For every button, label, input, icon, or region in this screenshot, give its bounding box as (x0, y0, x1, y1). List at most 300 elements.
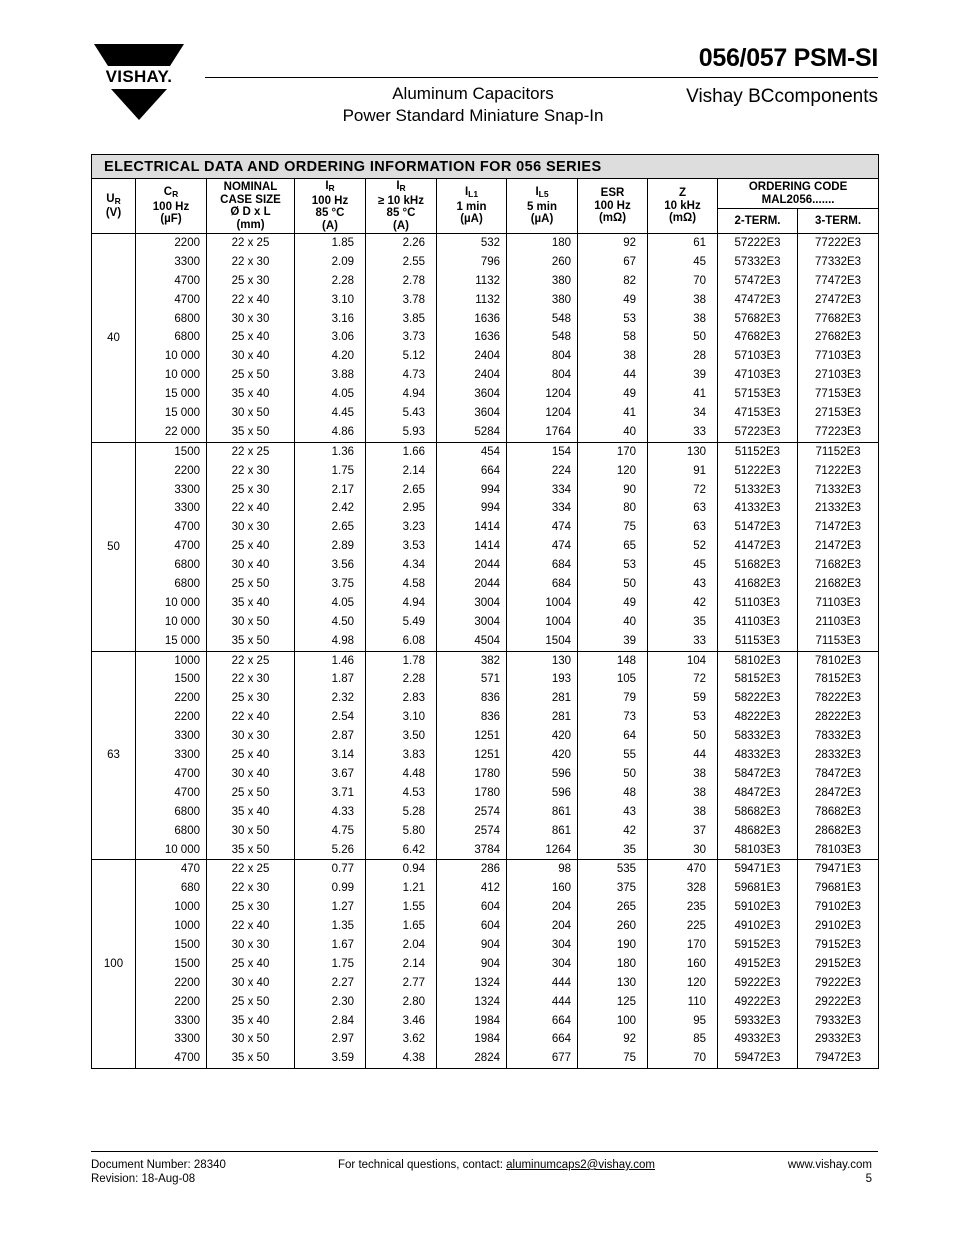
code-3-term-value: 29222E3 (815, 995, 862, 1008)
esr-value: 42 (623, 824, 636, 837)
code-3-term-value: 27153E3 (815, 407, 862, 420)
leakage-1min-value: 1414 (474, 540, 500, 553)
code-2-term-value: 49332E3 (734, 1033, 781, 1046)
code-2-term-value: 58682E3 (734, 805, 781, 818)
code-2-term-value: 57153E3 (734, 388, 781, 401)
esr-value: 75 (623, 1052, 636, 1065)
case-size-value: 30 x 30 (231, 730, 270, 743)
ripple-10khz-value: 2.77 (402, 976, 425, 989)
leakage-1min-column (437, 442, 507, 651)
leakage-1min-value: 994 (480, 483, 500, 496)
ripple-100hz-value: 2.32 (331, 692, 354, 705)
leakage-1min-value: 3004 (474, 596, 500, 609)
ripple-100hz-value: 5.26 (331, 843, 354, 856)
impedance-value: 39 (693, 369, 706, 382)
code-3-term-value: 27103E3 (815, 369, 862, 382)
case-size-value: 25 x 30 (231, 274, 270, 287)
leakage-5min-column (507, 860, 578, 1069)
header-ir-10khz: $I_R$ ≥ 10 kHz 85 °C (A) (366, 179, 437, 234)
code-2-term-value: 49222E3 (734, 995, 781, 1008)
case-size-value: 35 x 40 (231, 596, 270, 609)
capacitance-value: 1500 (174, 957, 200, 970)
impedance-value: 53 (693, 711, 706, 724)
esr-value: 43 (623, 805, 636, 818)
leakage-1min-value: 1324 (474, 995, 500, 1008)
contact-email-link[interactable]: aluminumcaps2@vishay.com (506, 1159, 656, 1171)
code-2-term-value: 41103E3 (734, 615, 781, 628)
ripple-10khz-value: 3.53 (402, 540, 425, 553)
code-2-term-value: 51682E3 (734, 559, 781, 572)
esr-value: 105 (616, 673, 636, 686)
leakage-5min-value: 1764 (545, 425, 571, 438)
code-2-term-value: 48472E3 (734, 786, 781, 799)
leakage-1min-value: 836 (480, 711, 500, 724)
leakage-5min-value: 304 (551, 957, 571, 970)
case-size-value: 22 x 25 (231, 863, 270, 876)
header-il5: $I_{L5}$ 5 min (µA) (507, 179, 578, 234)
impedance-value: 235 (686, 901, 706, 914)
esr-value: 130 (616, 976, 636, 989)
capacitance-value: 6800 (174, 578, 200, 591)
impedance-value: 470 (686, 863, 706, 876)
code-3-term-value: 21103E3 (815, 615, 861, 628)
impedance-value: 45 (693, 255, 706, 268)
ripple-10khz-value: 6.08 (402, 634, 425, 647)
code-2-term-value: 47153E3 (734, 407, 781, 420)
code-3-term-column (798, 860, 879, 1069)
leakage-5min-value: 334 (551, 483, 571, 496)
impedance-value: 44 (693, 749, 706, 762)
code-3-term-column (798, 651, 879, 860)
header-esr: ESR 100 Hz (mΩ) (578, 179, 648, 234)
ripple-10khz-value: 5.12 (402, 350, 425, 363)
esr-value: 90 (623, 483, 636, 496)
capacitance-column (136, 860, 207, 1069)
case-size-value: 35 x 50 (231, 634, 270, 647)
esr-value: 535 (616, 863, 636, 876)
code-2-term-value: 47472E3 (734, 293, 781, 306)
case-size-value: 30 x 50 (231, 1033, 270, 1046)
ripple-100hz-value: 3.16 (331, 312, 354, 325)
leakage-5min-value: 380 (551, 293, 571, 306)
leakage-1min-value: 532 (480, 237, 500, 249)
leakage-5min-value: 180 (551, 237, 571, 249)
capacitance-value: 6800 (174, 559, 200, 572)
ripple-10khz-value: 4.34 (402, 559, 425, 572)
capacitance-value: 3300 (174, 749, 200, 762)
case-size-value: 30 x 40 (231, 350, 270, 363)
case-size-value: 30 x 30 (231, 312, 270, 325)
ripple-100hz-column (295, 442, 366, 651)
impedance-value: 70 (693, 274, 706, 287)
leakage-5min-value: 260 (551, 255, 571, 268)
capacitance-value: 6800 (174, 805, 200, 818)
code-3-term-value: 27682E3 (815, 331, 862, 344)
esr-value: 48 (623, 786, 636, 799)
code-2-term-value: 48222E3 (734, 711, 781, 724)
impedance-value: 38 (693, 805, 706, 818)
leakage-1min-value: 1324 (474, 976, 500, 989)
case-size-value: 22 x 25 (231, 237, 270, 249)
capacitance-value: 3300 (174, 730, 200, 743)
esr-value: 53 (623, 559, 636, 572)
ripple-100hz-value: 1.67 (331, 938, 354, 951)
leakage-5min-value: 474 (551, 521, 571, 534)
impedance-value: 72 (693, 673, 706, 686)
code-3-term-value: 77472E3 (815, 274, 862, 287)
ripple-10khz-value: 3.85 (402, 312, 425, 325)
ripple-100hz-value: 1.75 (331, 464, 354, 477)
capacitance-value: 10 000 (164, 843, 200, 856)
code-3-term-column (798, 442, 879, 651)
code-2-term-value: 59332E3 (734, 1014, 781, 1027)
case-size-value: 35 x 40 (231, 1014, 270, 1027)
voltage-group-row (92, 860, 879, 1069)
ripple-10khz-value: 2.55 (402, 255, 425, 268)
code-2-term-value: 59102E3 (734, 901, 781, 914)
case-size-value: 25 x 50 (231, 786, 270, 799)
impedance-value: 170 (686, 938, 706, 951)
impedance-value: 95 (693, 1014, 706, 1027)
capacitance-value: 2200 (174, 711, 200, 724)
impedance-column (648, 651, 718, 860)
ripple-100hz-value: 3.56 (331, 559, 354, 572)
ripple-10khz-value: 5.93 (402, 425, 425, 438)
capacitance-value: 3300 (174, 1014, 200, 1027)
esr-column (578, 860, 648, 1069)
leakage-1min-value: 2044 (474, 559, 500, 572)
case-size-column (207, 442, 295, 651)
code-3-term-value: 71682E3 (815, 559, 862, 572)
voltage-group-row (92, 442, 879, 651)
capacitance-value: 1500 (174, 445, 200, 458)
header-ur: $U_R$ (V) (92, 179, 136, 234)
leakage-1min-value: 3004 (474, 615, 500, 628)
code-2-term-value: 58222E3 (734, 692, 781, 705)
case-size-value: 25 x 30 (231, 901, 270, 914)
esr-value: 49 (623, 293, 636, 306)
esr-column (578, 651, 648, 860)
code-3-term-value: 21472E3 (815, 540, 862, 553)
impedance-value: 34 (693, 407, 706, 420)
ripple-100hz-value: 2.89 (331, 540, 354, 553)
code-3-term-value: 71153E3 (815, 634, 861, 647)
code-3-term-value: 79681E3 (815, 882, 862, 895)
code-3-term-value: 21682E3 (815, 578, 862, 591)
leakage-5min-value: 1504 (545, 634, 571, 647)
leakage-5min-value: 596 (551, 767, 571, 780)
rated-voltage-cell: 63 (92, 651, 136, 860)
leakage-5min-value: 1004 (545, 615, 571, 628)
ripple-10khz-column (366, 234, 437, 443)
esr-value: 125 (616, 995, 636, 1008)
code-3-term-value: 28222E3 (815, 711, 862, 724)
ripple-10khz-value: 2.14 (402, 464, 425, 477)
electrical-data-table (91, 154, 879, 1069)
code-2-term-value: 51222E3 (734, 464, 781, 477)
code-3-term-value: 71472E3 (815, 521, 862, 534)
code-3-term-value: 77682E3 (815, 312, 862, 325)
capacitance-value: 4700 (174, 767, 200, 780)
ripple-10khz-value: 3.46 (402, 1014, 425, 1027)
leakage-5min-value: 380 (551, 274, 571, 287)
case-size-value: 30 x 40 (231, 976, 270, 989)
leakage-1min-value: 604 (480, 901, 500, 914)
esr-value: 53 (623, 312, 636, 325)
case-size-value: 30 x 50 (231, 824, 270, 837)
code-2-term-value: 57223E3 (734, 425, 781, 438)
code-3-term-value: 78102E3 (815, 654, 862, 667)
impedance-value: 63 (693, 502, 706, 515)
header-il1: $I_{L1}$ 1 min (µA) (437, 179, 507, 234)
website-link[interactable]: www.vishay.com (787, 1159, 872, 1171)
capacitance-value: 4700 (174, 521, 200, 534)
leakage-5min-value: 224 (551, 464, 571, 477)
page-number: 5 (865, 1173, 872, 1185)
ripple-10khz-value: 3.78 (402, 293, 425, 306)
ripple-100hz-value: 1.87 (331, 673, 354, 686)
esr-value: 92 (623, 237, 636, 249)
capacitance-value: 470 (180, 863, 200, 876)
leakage-1min-value: 2824 (474, 1052, 500, 1065)
leakage-1min-value: 5284 (474, 425, 500, 438)
capacitance-value: 10 000 (164, 596, 200, 609)
case-size-column (207, 651, 295, 860)
ripple-10khz-value: 2.80 (402, 995, 425, 1008)
ripple-10khz-value: 2.78 (402, 274, 425, 287)
code-3-term-value: 77222E3 (815, 237, 862, 249)
code-2-term-value: 51152E3 (734, 445, 781, 458)
code-3-term-value: 71222E3 (815, 464, 862, 477)
table-body (92, 234, 879, 1069)
esr-value: 148 (616, 654, 636, 667)
case-size-value: 35 x 50 (231, 843, 270, 856)
footer-rule (91, 1151, 878, 1152)
leakage-1min-value: 3784 (474, 843, 500, 856)
impedance-value: 42 (693, 596, 706, 609)
leakage-5min-column (507, 234, 578, 443)
code-2-term-value: 57103E3 (734, 350, 781, 363)
logo-text: VISHAY. (105, 67, 173, 86)
leakage-5min-value: 98 (558, 863, 571, 876)
capacitance-value: 22 000 (164, 425, 200, 438)
esr-value: 80 (623, 502, 636, 515)
capacitance-value: 1000 (174, 901, 200, 914)
case-size-value: 25 x 30 (231, 692, 270, 705)
code-3-term-value: 79102E3 (815, 901, 862, 914)
ripple-10khz-column (366, 651, 437, 860)
ripple-100hz-value: 2.42 (331, 502, 354, 515)
capacitance-value: 2200 (174, 995, 200, 1008)
header-ir-100hz: $I_R$ 100 Hz 85 °C (A) (295, 179, 366, 234)
leakage-5min-value: 281 (551, 692, 571, 705)
leakage-1min-value: 4504 (474, 634, 500, 647)
esr-value: 79 (623, 692, 636, 705)
case-size-value: 30 x 40 (231, 767, 270, 780)
leakage-5min-value: 684 (551, 559, 571, 572)
code-3-term-value: 29102E3 (815, 920, 862, 933)
capacitance-value: 15 000 (164, 634, 200, 647)
leakage-1min-value: 836 (480, 692, 500, 705)
case-size-value: 22 x 25 (231, 445, 270, 458)
leakage-5min-value: 664 (551, 1033, 571, 1046)
code-3-term-value: 79152E3 (815, 938, 862, 951)
code-2-term-value: 57682E3 (734, 312, 781, 325)
ripple-10khz-value: 5.80 (402, 824, 425, 837)
leakage-1min-value: 412 (480, 882, 500, 895)
leakage-1min-value: 1984 (474, 1033, 500, 1046)
ripple-10khz-value: 1.21 (402, 882, 425, 895)
esr-value: 40 (623, 615, 636, 628)
code-2-term-value: 51332E3 (734, 483, 781, 496)
ripple-10khz-value: 2.95 (402, 502, 425, 515)
ripple-10khz-value: 3.73 (402, 331, 425, 344)
ripple-100hz-value: 1.85 (331, 237, 354, 249)
case-size-value: 22 x 25 (231, 654, 270, 667)
leakage-5min-value: 861 (551, 805, 571, 818)
code-3-term-value: 27472E3 (815, 293, 862, 306)
ripple-10khz-value: 1.55 (402, 901, 425, 914)
ripple-10khz-value: 5.43 (402, 407, 425, 420)
capacitance-value: 2200 (174, 692, 200, 705)
footer-contact (338, 1158, 655, 1172)
case-size-column (207, 234, 295, 443)
code-2-term-column (718, 860, 798, 1069)
code-2-term-value: 57332E3 (734, 255, 781, 268)
capacitance-column (136, 234, 207, 443)
impedance-column (648, 442, 718, 651)
leakage-1min-column (437, 651, 507, 860)
impedance-value: 130 (686, 445, 706, 458)
capacitance-value: 15 000 (164, 407, 200, 420)
leakage-1min-column (437, 860, 507, 1069)
leakage-5min-value: 596 (551, 786, 571, 799)
code-3-term-value: 28682E3 (815, 824, 862, 837)
esr-value: 120 (616, 464, 636, 477)
capacitance-value: 15 000 (164, 388, 200, 401)
code-2-term-column (718, 442, 798, 651)
leakage-5min-column (507, 442, 578, 651)
esr-value: 49 (623, 596, 636, 609)
leakage-1min-value: 286 (480, 863, 500, 876)
ripple-100hz-value: 4.33 (331, 805, 354, 818)
leakage-5min-value: 804 (551, 350, 571, 363)
leakage-5min-value: 1204 (545, 407, 571, 420)
voltage-group-row (92, 234, 879, 443)
capacitance-value: 1000 (174, 920, 200, 933)
ripple-10khz-value: 5.49 (402, 615, 425, 628)
impedance-value: 104 (686, 654, 706, 667)
leakage-5min-value: 130 (551, 654, 571, 667)
code-3-term-value: 78472E3 (815, 767, 862, 780)
leakage-1min-value: 2574 (474, 824, 500, 837)
leakage-5min-column (507, 651, 578, 860)
impedance-value: 120 (686, 976, 706, 989)
esr-value: 100 (616, 1014, 636, 1027)
ripple-100hz-value: 2.87 (331, 730, 354, 743)
code-2-term-value: 49152E3 (734, 957, 781, 970)
ripple-100hz-value: 0.99 (331, 882, 354, 895)
leakage-5min-value: 548 (551, 331, 571, 344)
contact-prefix: For technical questions, contact: (338, 1159, 507, 1171)
code-3-term-value: 71103E3 (815, 596, 861, 609)
leakage-1min-value: 2574 (474, 805, 500, 818)
leakage-5min-value: 1204 (545, 388, 571, 401)
leakage-1min-value: 2044 (474, 578, 500, 591)
code-2-term-value: 58103E3 (734, 843, 781, 856)
leakage-1min-value: 796 (480, 255, 500, 268)
ripple-100hz-value: 2.28 (331, 274, 354, 287)
ripple-100hz-value: 3.06 (331, 331, 354, 344)
code-2-term-value: 41332E3 (734, 502, 781, 515)
code-3-term-value: 79222E3 (815, 976, 862, 989)
esr-value: 75 (623, 521, 636, 534)
code-2-term-value: 59152E3 (734, 938, 781, 951)
impedance-value: 91 (693, 464, 706, 477)
capacitance-value: 10 000 (164, 350, 200, 363)
capacitance-value: 10 000 (164, 615, 200, 628)
ripple-10khz-value: 1.78 (402, 654, 425, 667)
esr-value: 82 (623, 274, 636, 287)
code-2-term-value: 47682E3 (734, 331, 781, 344)
code-3-term-value: 78152E3 (815, 673, 862, 686)
leakage-1min-value: 1251 (474, 749, 500, 762)
code-3-term-value: 78222E3 (815, 692, 862, 705)
capacitance-value: 2200 (174, 237, 200, 249)
leakage-1min-value: 2404 (474, 369, 500, 382)
ripple-10khz-value: 4.38 (402, 1052, 425, 1065)
code-2-term-value: 57472E3 (734, 274, 781, 287)
ripple-100hz-value: 2.65 (331, 521, 354, 534)
ripple-10khz-value: 2.83 (402, 692, 425, 705)
code-2-term-value: 58102E3 (734, 654, 781, 667)
capacitance-value: 4700 (174, 540, 200, 553)
capacitance-value: 3300 (174, 1033, 200, 1046)
ripple-100hz-value: 2.17 (331, 483, 354, 496)
impedance-value: 225 (686, 920, 706, 933)
impedance-value: 43 (693, 578, 706, 591)
case-size-value: 25 x 50 (231, 995, 270, 1008)
ripple-10khz-value: 3.83 (402, 749, 425, 762)
ripple-100hz-value: 4.05 (331, 596, 354, 609)
case-size-value: 30 x 50 (231, 407, 270, 420)
capacitance-value: 2200 (174, 976, 200, 989)
code-3-term-value: 77153E3 (815, 388, 862, 401)
leakage-5min-value: 664 (551, 1014, 571, 1027)
impedance-value: 63 (693, 521, 706, 534)
case-size-value: 30 x 30 (231, 938, 270, 951)
ripple-10khz-value: 4.53 (402, 786, 425, 799)
leakage-1min-value: 1251 (474, 730, 500, 743)
impedance-value: 38 (693, 786, 706, 799)
capacitance-column (136, 651, 207, 860)
capacitance-value: 4700 (174, 293, 200, 306)
code-3-term-value: 71152E3 (815, 445, 861, 458)
esr-value: 44 (623, 369, 636, 382)
code-2-term-value: 59472E3 (734, 1052, 781, 1065)
capacitance-value: 10 000 (164, 369, 200, 382)
code-2-term-value: 49102E3 (734, 920, 781, 933)
capacitance-value: 3300 (174, 502, 200, 515)
leakage-5min-value: 804 (551, 369, 571, 382)
footer-right (788, 1158, 878, 1186)
impedance-column (648, 860, 718, 1069)
case-size-value: 30 x 30 (231, 521, 270, 534)
leakage-5min-value: 204 (551, 920, 571, 933)
esr-value: 38 (623, 350, 636, 363)
impedance-value: 110 (687, 995, 706, 1008)
code-2-term-value: 48682E3 (734, 824, 781, 837)
